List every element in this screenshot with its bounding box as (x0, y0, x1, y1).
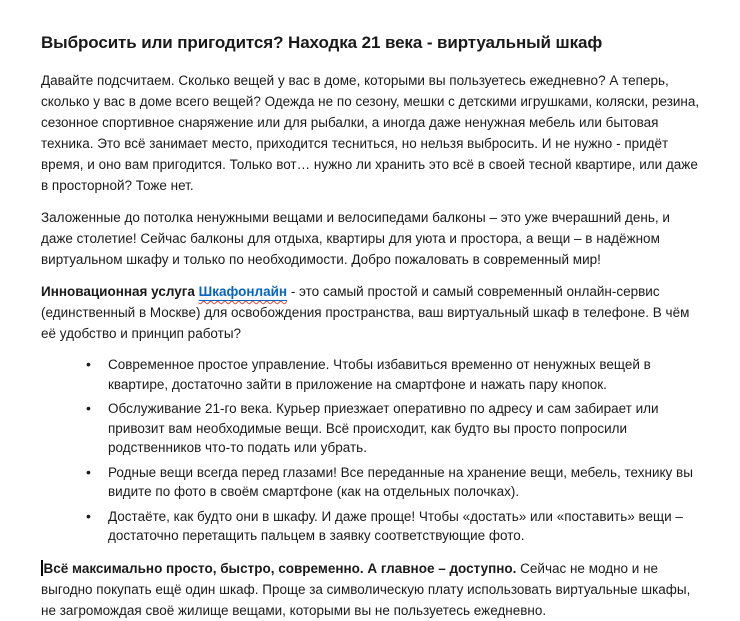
paragraph-closing[interactable] (41, 558, 701, 621)
list-item-retrieve[interactable]: • Достаёте, как будто они в шкафу. И даже проще! Чтобы «достать» или «поставить» вещи – достаточно перетащить пальцем в заявку соответствующие фото. (41, 507, 701, 546)
paragraph-service[interactable] (41, 281, 701, 344)
list-item-management[interactable]: • Современное простое управление. Чтобы избавиться временно от ненужных вещей в квартире, достаточно зайти в приложение на смартфоне и нажать пару кнопок. (41, 355, 701, 394)
document-title: Выбросить или пригодится? Находка 21 века - виртуальный шкаф (41, 33, 603, 52)
service-bold-lead: Инновационная услуга (41, 284, 199, 300)
closing-rest: Сейчас не модно и не выгодно покупать ещё один шкаф. Проще за символическую плату использовать виртуальные шкафы, не загромождая своё жилище вещами, которыми вы не пользуетесь ежедневно. (41, 560, 691, 618)
list-item-service[interactable]: • Обслуживание 21-го века. Курьер приезжает оперативно по адресу и сам забирает или привозит вам необходимые вещи. Всё происходит, как будто вы просто попросили родственников что-то подать или убрать. (41, 399, 701, 458)
service-rest: - это самый простой и самый современный онлайн-сервис (единственный в Москве) для освобождения пространства, ваш виртуальный шкаф в телефоне. В чём её удобство и принцип работы? (41, 284, 690, 342)
paragraph-balconies[interactable]: Заложенные до потолка ненужными вещами и велосипедами балконы – это уже вчерашний день, и даже столетие! Сейчас балконы для отдыха, квартиры для уюта и простора, а вещи – в надёжном виртуальном шкафу и только по необходимости. Добро пожаловать в современный мир! (41, 210, 670, 268)
paragraph-intro[interactable]: Давайте подсчитаем. Сколько вещей у вас в доме, которыми вы пользуетесь ежедневно? А теперь, сколько у вас в доме всего вещей? Одежда не по сезону, мешки с детскими игрушками, коляски, резина, сезонное спортивное снаряжение или для рыбалки, а иногда даже ненужная мебель или бытовая техника. Это всё занимает место, приходится тесниться, но нельзя выбросить. И не нужно - придёт время, и оно вам пригодится. Только вот… нужно ли хранить это всё в своей тесной квартире, или даже в просторной? Тоже нет. (41, 73, 700, 194)
shkafonline-link[interactable]: Шкафонлайн (198, 284, 288, 300)
text-cursor (41, 560, 43, 576)
list-item-photos[interactable]: • Родные вещи всегда перед глазами! Все переданные на хранение вещи, мебель, технику вы видите по фото в своём смартфоне (как на отдельных полочках). (41, 463, 701, 502)
spellcheck-underline (199, 284, 287, 299)
closing-bold: Всё максимально просто, быстро, современно. А главное – доступно. (43, 560, 517, 576)
features-list (41, 355, 701, 546)
